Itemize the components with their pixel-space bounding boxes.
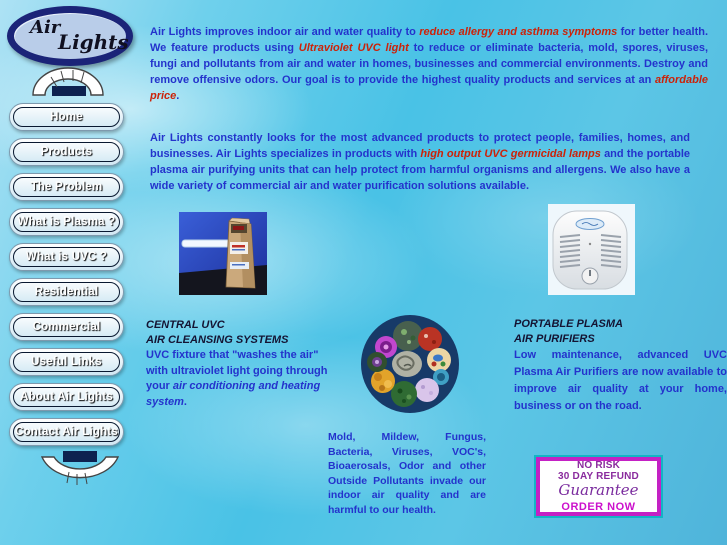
sidebar-item-products[interactable]: Products xyxy=(9,138,124,166)
portable-heading-2: AIR PURIFIERS xyxy=(514,333,595,345)
guarantee-refund: 30 DAY REFUND xyxy=(558,471,639,482)
intro-text: to reduce or eliminate bacteria, mold, spores, viruses, fungi and pollutants from air and water in homes, businesses and commercial environments. Destroy and remove offensive odors. Our goal is to provide the highest quality products and services at an xyxy=(150,42,709,86)
central-uvc-photo[interactable] xyxy=(179,212,267,295)
order-now-link[interactable]: ORDER NOW xyxy=(561,501,636,513)
pollutants-paragraph: Mold, Mildew, Fungus, Bacteria, Viruses, VOC's, Bioaerosals, Odor and other Outside Pollutants invade our indoor air quality and are harmful to our health. xyxy=(328,431,486,516)
sidebar-item-useful-links[interactable]: Useful Links xyxy=(9,348,124,376)
second-text: Air Lights constantly looks for the most advanced products to protect people, families, homes, and businesses. Air Lights specializes in products with xyxy=(150,132,690,160)
logo-word-lights: Lights xyxy=(58,30,129,54)
second-paragraph xyxy=(150,130,690,194)
portable-plasma-section xyxy=(514,317,727,415)
intro-highlight-allergy: reduce allergy and asthma symptoms xyxy=(419,26,618,38)
central-uvc-heading-2: AIR CLEANSING SYSTEMS xyxy=(146,334,289,346)
central-uvc-section xyxy=(146,318,334,410)
intro-text: . xyxy=(176,90,180,102)
inverted-arch-icon xyxy=(36,449,124,491)
bridge-arch-icon xyxy=(29,65,107,97)
microbes-collage-image xyxy=(360,314,460,414)
guarantee-inner xyxy=(538,459,659,514)
sidebar-item-home[interactable]: Home xyxy=(9,103,124,131)
guarantee-no-risk: NO RISK xyxy=(576,460,621,471)
sidebar-item-what-is-uvc[interactable]: What is UVC ? xyxy=(9,243,124,271)
intro-highlight-affordable: affordable price xyxy=(150,74,708,102)
sidebar-item-the-problem[interactable]: The Problem xyxy=(9,173,124,201)
central-uvc-heading-1: CENTRAL UVC xyxy=(146,319,225,331)
central-uvc-body: UVC fixture that "washes the air" with ultraviolet light going through your air conditioning and heating system. xyxy=(146,349,328,408)
second-highlight-lamps: high output UVC germicidal lamps xyxy=(420,148,601,160)
airlights-logo[interactable] xyxy=(7,6,133,66)
guarantee-box xyxy=(534,455,663,518)
sidebar-item-residential[interactable]: Residential xyxy=(9,278,124,306)
guarantee-word: Guarantee xyxy=(558,481,639,499)
second-text: and the portable plasma air purifying units that can help protect from harmful organisms and allergens. We also have a wide variety of commercial air and water purification solutions available. xyxy=(150,148,690,192)
intro-highlight-uvc-light: Ultraviolet UVC light xyxy=(298,42,409,54)
intro-text: Air Lights improves indoor air and water quality to xyxy=(150,26,420,38)
sidebar-item-contact-air-lights[interactable]: Contact Air Lights xyxy=(9,418,124,446)
portable-heading-1: PORTABLE PLASMA xyxy=(514,318,623,330)
intro-paragraph xyxy=(150,24,708,104)
portable-plasma-photo[interactable] xyxy=(548,204,635,295)
logo-word-air: Air xyxy=(30,17,61,38)
sidebar-item-about-air-lights[interactable]: About Air Lights xyxy=(9,383,124,411)
portable-body: Low maintenance, advanced UVC Plasma Air Purifiers are now available to improve air quality at your home, business or on the road. xyxy=(514,349,727,412)
sidebar-item-what-is-plasma[interactable]: What is Plasma ? xyxy=(9,208,124,236)
sidebar-item-commercial[interactable]: Commercial xyxy=(9,313,124,341)
intro-text: for better health. We feature products using xyxy=(150,26,709,54)
